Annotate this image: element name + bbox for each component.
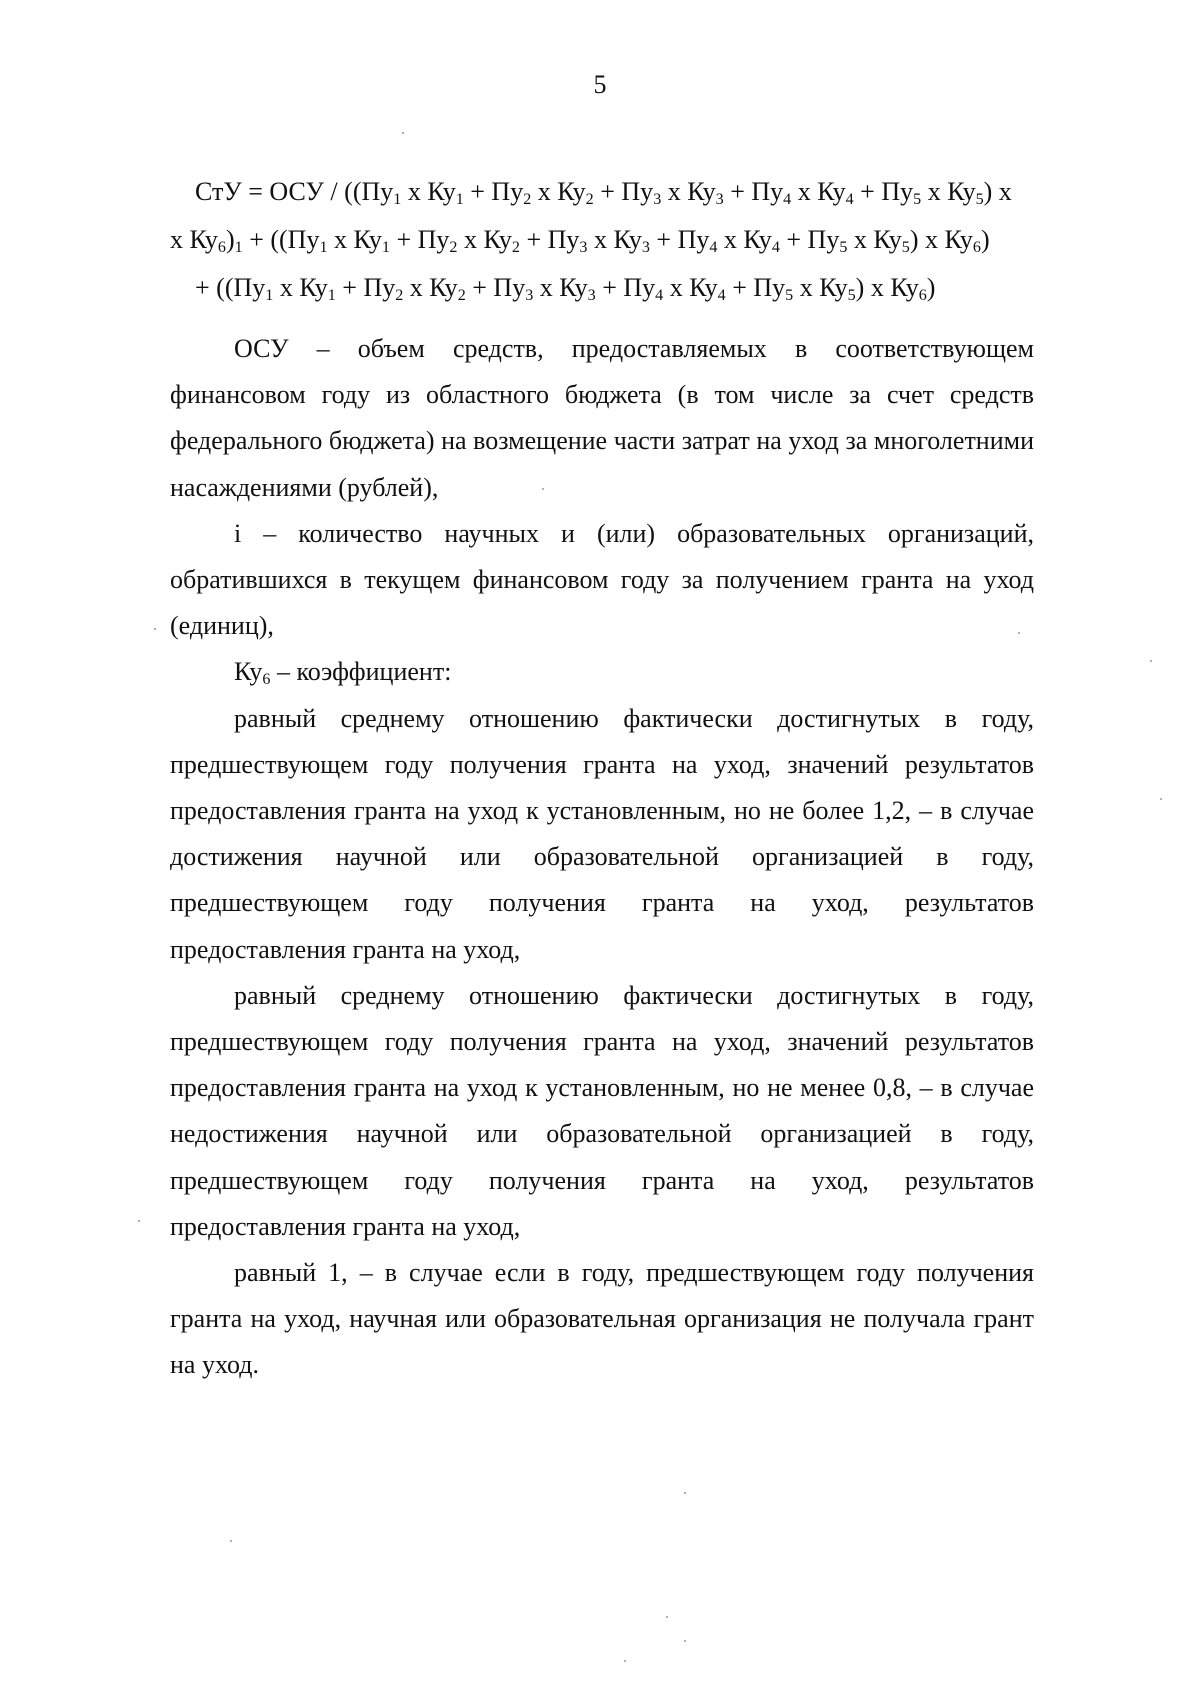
- scan-speck: [666, 1616, 668, 1618]
- scan-speck: [1018, 632, 1020, 634]
- coefficient-case-achieved: равный среднему отношению фактически достигнутых в году, предшествующем году получения гранта на уход, значений результатов предоставления гранта на уход к установленным, но не более 1,2, – в случае достижения научной или образовательной организацией в году, предшествующем году получения гранта на уход, результатов предоставления гранта на уход,: [170, 703, 1034, 964]
- scan-speck: [1160, 798, 1162, 800]
- coefficient-case-not-achieved: равный среднему отношению фактически достигнутых в году, предшествующем году получения гранта на уход, значений результатов предоставления гранта на уход к установленным, но не менее 0,8, – в случае недостижения научной или образовательной организацией в году, предшествующем году получения гранта на уход, результатов предоставления гранта на уход,: [170, 980, 1034, 1241]
- scan-speck: [138, 1220, 140, 1222]
- formula-line-1: СтУ = ОСУ / (($Пу_1$ х $Ку_1 + Пу_2$ х $Ку_2 + Пу_3$ х $Ку_3 + Пу_4$ х $Ку_4 + Пу_5$ х $Ку_5$) х: [195, 177, 1012, 209]
- scan-speck: [542, 488, 544, 490]
- page-number: 5: [593, 70, 607, 99]
- scan-speck: [230, 1540, 232, 1542]
- definition-i: i – количество научных и (или) образовательных организаций, обратившихся в текущем финансовом году за получением гранта на уход (единиц),: [170, 518, 1034, 641]
- scan-speck: [684, 1640, 686, 1642]
- definitions-section: [170, 326, 1034, 1389]
- scan-speck: [154, 628, 156, 630]
- coefficient-case-no-grant: равный 1, – в случае если в году, предшествующем году получения гранта на уход, научная или образовательная организация не получала грант на уход.: [170, 1258, 1034, 1380]
- scan-speck: [402, 132, 404, 134]
- definition-osu: ОСУ – объем средств, предоставляемых в соответствующем финансовом году из областного бюджета (в том числе за счет средств федерального бюджета) на возмещение части затрат на уход за многолетними насаждениями (рублей),: [170, 334, 1034, 502]
- scan-speck: [684, 1492, 686, 1494]
- formula-line-3: + (($Пу_1$ х $Ку_1 + Пу_2$ х $Ку_2 + Пу_3$ х $Ку_3 + Пу_4$ х $Ку_4 + Пу_5$ х $Ку_5$) х $Ку_6$): [195, 273, 936, 305]
- definition-ku6: $Ку_6$ – коэффициент:: [234, 657, 452, 689]
- scan-speck: [1150, 660, 1152, 662]
- formula-line-2: х $Ку_6)_1 + ((Пу_1$ х $Ку_1 + Пу_2$ х $Ку_2 + Пу_3$ х $Ку_3 + Пу_4$ х $Ку_4 + Пу_5$ х $Ку_5$) х $Ку_6$): [170, 225, 990, 257]
- scan-speck: [624, 1660, 626, 1662]
- formula: [170, 168, 1028, 312]
